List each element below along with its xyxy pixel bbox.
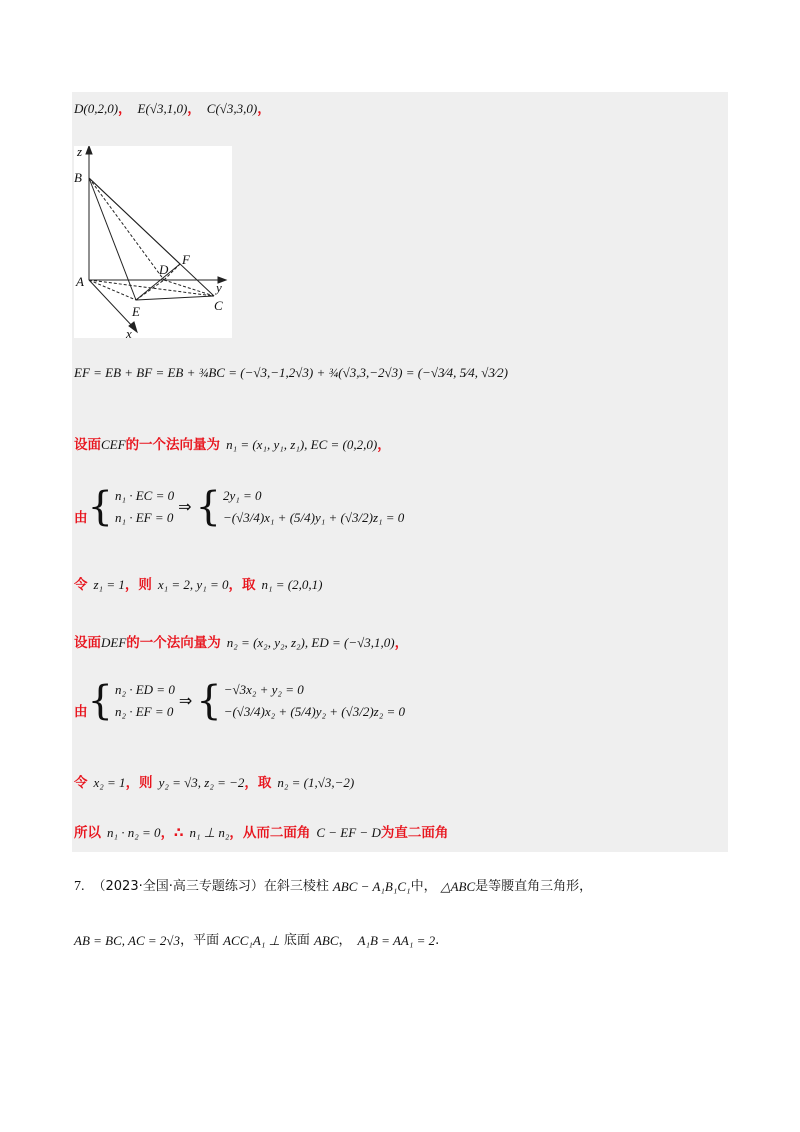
eq: −(√3/4)x₁ + (5/4)y₁ + (√3/2)z₁ = 0: [222, 510, 405, 525]
implies-icon: ⇒: [178, 691, 193, 710]
eq: n₁ · EF = 0: [114, 510, 174, 525]
pyramid-diagram: [74, 146, 232, 338]
normal2-line: [74, 634, 408, 652]
you-label: 由: [74, 704, 88, 720]
dihedral-label: ，从而二面角: [229, 825, 311, 841]
geometry-figure: [74, 146, 232, 338]
eq: n₂ · ED = 0: [114, 682, 175, 697]
normal1-mid: 的一个法向量为: [125, 437, 221, 453]
normal1-vector: n₁ = (2,0,1): [261, 577, 323, 592]
normal2-vector: n₂ = (1,√3,−2): [277, 775, 355, 790]
label-b: B: [74, 170, 82, 185]
separator: ，: [187, 101, 201, 117]
eq: 2y₁ = 0: [222, 488, 262, 503]
problem7-line2: [74, 932, 439, 950]
plane-def: DEF: [101, 635, 127, 650]
label-e: E: [132, 304, 140, 319]
left-brace: {: [87, 484, 113, 530]
system2: [74, 676, 405, 726]
conclusion-line: [74, 824, 448, 842]
left-brace: {: [195, 484, 221, 530]
ze-label: ，则: [124, 577, 152, 593]
edge-ed: [136, 280, 164, 300]
dot-product: n₁ · n₂ = 0: [107, 825, 161, 840]
separator: ，: [257, 101, 271, 117]
separator: ，: [394, 635, 409, 651]
left-brace: {: [196, 678, 222, 724]
normal2-expression: n₂ = (x₂, y₂, z₂), ED = (−√3,1,0): [226, 635, 395, 650]
system1: [74, 482, 404, 532]
point-c: C(√3,3,0): [206, 101, 258, 116]
let1-line: [74, 576, 322, 594]
text: ，: [338, 933, 352, 948]
let2-line: [74, 774, 354, 792]
normal1-line: [74, 436, 391, 454]
ef-vector-line: [74, 364, 508, 382]
eq: n₁ · EC = 0: [114, 488, 175, 503]
separator: ，: [118, 101, 132, 117]
left-brace: {: [87, 678, 113, 724]
condition2: A₁B = AA₁ = 2: [357, 933, 436, 948]
ef-vector-expression: EF = EB + BF = EB + ¾BC = (−√3,−1,2√3) + ¾(√3,3,−2√3) = (−√3⁄4, 5⁄4, √3⁄2): [74, 365, 508, 380]
problem-source: （2023·全国·高三专题练习）在斜三棱柱: [92, 879, 329, 894]
label-c: C: [214, 298, 223, 313]
text: 是等腰直角三角形，: [475, 879, 593, 894]
edge-bd: [89, 178, 164, 280]
point-d: D(0,2,0): [74, 101, 119, 116]
normal2-mid: 的一个法向量为: [126, 635, 221, 651]
edge-ef: [136, 264, 180, 300]
dihedral-angle: C − EF − D: [316, 825, 381, 840]
triangle-name: △ABC: [440, 879, 476, 894]
let2-value: x₂ = 1: [93, 775, 126, 790]
qu-label: ，取: [228, 577, 256, 593]
base-name: ABC: [313, 933, 339, 948]
label-d: D: [159, 262, 169, 277]
perpendicular: n₁ ⊥ n₂: [189, 825, 230, 840]
z-arrow: [86, 146, 92, 154]
points-line: [74, 100, 271, 118]
edge-dc: [164, 280, 214, 296]
implies-icon: ⇒: [178, 497, 192, 516]
system1-right: [223, 485, 404, 529]
label-z: z: [77, 146, 83, 159]
qu-label: ，取: [244, 775, 272, 791]
problem7-line1: [74, 878, 592, 896]
normal2-label: 设面: [74, 635, 101, 651]
text: 底面: [283, 933, 310, 948]
therefore-label: ，∴: [160, 825, 184, 841]
let1-value: z₁ = 1: [93, 577, 125, 592]
suoyi-label: 所以: [74, 825, 101, 841]
prism-name: ABC − A₁B₁C₁: [332, 879, 411, 894]
point-e: E(√3,1,0): [137, 101, 188, 116]
system1-left: [115, 485, 174, 529]
condition1: AB = BC, AC = 2√3: [74, 933, 181, 948]
ling-label: 令: [74, 577, 88, 593]
edge-bf: [89, 178, 180, 264]
label-x: x: [126, 326, 132, 338]
plane-cef: CEF: [101, 437, 126, 452]
separator: ，: [377, 437, 391, 453]
normal1-expression: n₁ = (x₁, y₁, z₁), EC = (0,2,0): [226, 437, 378, 452]
ze-label: ，则: [125, 775, 153, 791]
system2-right: [224, 679, 405, 723]
system2-left: [115, 679, 175, 723]
ling-label: 令: [74, 775, 88, 791]
eq: −(√3/4)x₂ + (5/4)y₂ + (√3/2)z₂ = 0: [223, 704, 406, 719]
you-label: 由: [74, 510, 88, 526]
label-f: F: [182, 252, 190, 267]
plane-relation: ACC₁A₁ ⊥: [223, 933, 280, 948]
let2-result: y₂ = √3, z₂ = −2: [158, 775, 245, 790]
normal1-label: 设面: [74, 437, 101, 453]
text: ，平面: [180, 933, 220, 948]
edge-be: [89, 178, 136, 300]
x-axis: [89, 280, 134, 328]
eq: n₂ · EF = 0: [114, 704, 174, 719]
right-dihedral-label: 为直二面角: [380, 825, 449, 841]
eq: −√3x₂ + y₂ = 0: [223, 682, 304, 697]
label-a: A: [76, 274, 84, 289]
let1-result: x₁ = 2, y₁ = 0: [157, 577, 229, 592]
text: 中，: [410, 879, 437, 894]
edge-ec: [136, 296, 214, 300]
problem-number: 7.: [74, 879, 85, 894]
label-y: y: [216, 280, 222, 295]
text: .: [435, 933, 440, 948]
